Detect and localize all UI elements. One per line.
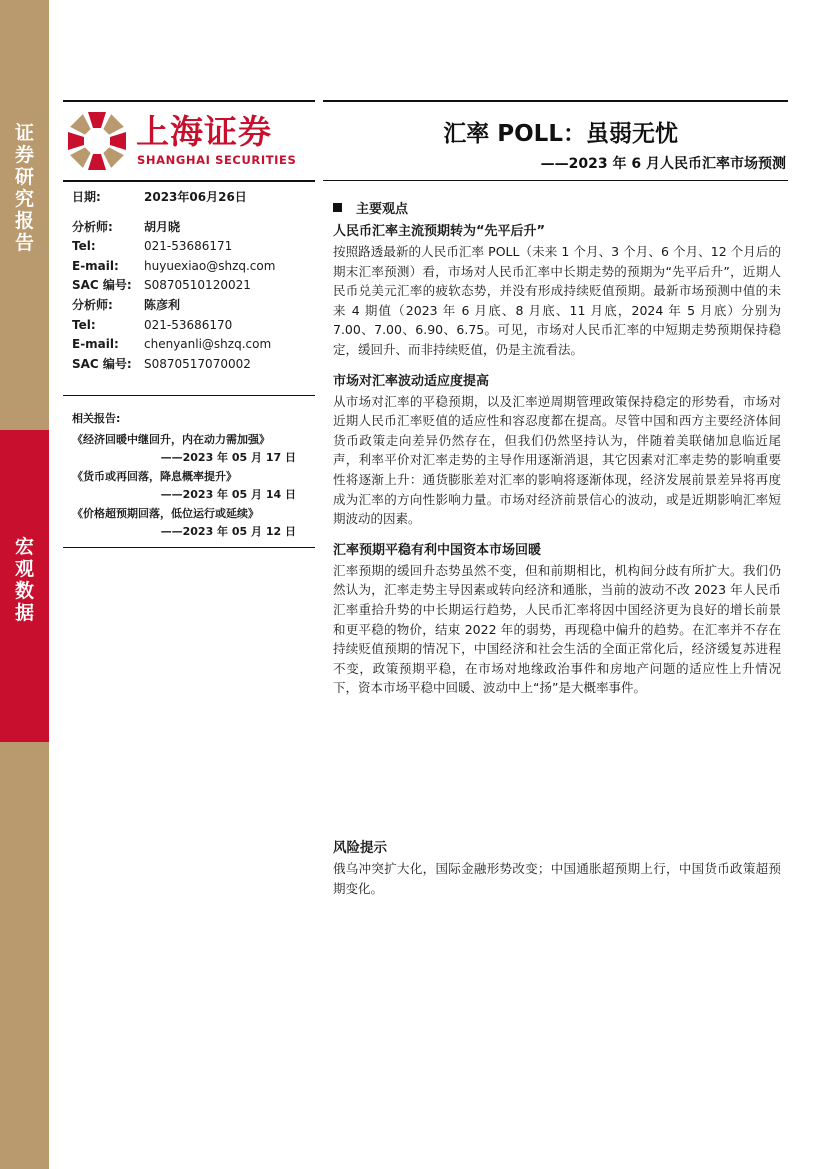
risk-title: 风险提示 — [333, 840, 387, 856]
section-body: 从市场对汇率的平稳预期，以及汇率逆周期管理政策保持稳定的形势看，市场对近期人民币汇率贬值的适应性和容忍度都在提高。尽管中国和西方主要经济体间货币政策走向差异仍然存在，但我们仍然坚持认为，伴随着美联储加息临近尾声，利率平价对汇率走势的主导作用逐渐消退，其它因素对汇率走势的影响重要性将逐渐上升：通货膨胀差对汇率的影响将逐渐体现，经济发展前景差异将再度成为汇率的方向性影响力量。市场对经济前景信心的波动，或是近期影响汇率短期波动的因素。 — [333, 393, 781, 527]
analyst-name: 陈彦利 — [144, 297, 181, 312]
related-label: 相关报告: — [72, 412, 121, 425]
section-body: 按照路透最新的人民币汇率 POLL（未来 1 个月、3 个月、6 个月、12 个月后的期末汇率预测）看，市场对人民币汇率中长期走势的预期为“先平后升”，近期人民币兑美元汇率的疲软态势，并没有形成持续贬值预期。最新市场预测中值的未来 4 期值（2023 年 6 月底、8 月底、11 月底，2024 年 5 月底）分别为 7.00、7.00、6.90、6.75。可见，市场对人民币汇率的中短期走势预期保持稳定，缓回升、而非持续贬值，仍是主流看法。 — [333, 244, 781, 357]
header-rule-left — [63, 100, 315, 102]
related-reports — [72, 410, 308, 541]
report-subtitle: ——2023 年 6 月人民币汇率市场预测 — [540, 156, 786, 172]
email-value[interactable]: chenyanli@shzq.com — [144, 337, 272, 352]
related-report-title[interactable]: 《价格超预期回落，低位运行或延续》 — [72, 507, 259, 520]
sidebar-char: 数 — [14, 580, 34, 602]
related-report-date: ——2023 年 05 月 14 日 — [160, 488, 296, 501]
risk-section — [333, 838, 781, 911]
sidebar-char: 究 — [14, 188, 34, 210]
date-row — [72, 188, 312, 208]
tel-row — [72, 316, 312, 336]
header-rule-right — [323, 100, 788, 102]
email-label: E-mail: — [72, 337, 119, 352]
sidebar-char: 证 — [14, 122, 34, 144]
analyst-row — [72, 218, 312, 238]
sac-label: SAC 编号: — [72, 278, 132, 293]
sac-row — [72, 276, 312, 296]
tel-value: 021-53686170 — [144, 317, 233, 332]
sac-value: S0870517070002 — [144, 356, 251, 371]
email-row — [72, 335, 312, 355]
sidebar-char: 券 — [14, 144, 34, 166]
main-points-heading — [333, 200, 781, 220]
header-rule-right-bottom — [323, 180, 788, 181]
sidebar-char: 观 — [14, 558, 34, 580]
email-row — [72, 257, 312, 277]
risk-body: 俄乌冲突扩大化，国际金融形势改变；中国通胀超预期上行，中国货币政策超预期变化。 — [333, 861, 781, 896]
related-report-title[interactable]: 《货币或再回落，降息概率提升》 — [72, 470, 237, 483]
analyst-label: 分析师: — [72, 219, 113, 234]
sidebar-char: 据 — [14, 602, 34, 624]
report-title: 汇率 POLL：虽弱无忧 — [443, 121, 678, 147]
info-block — [72, 188, 312, 374]
tel-value: 021-53686171 — [144, 239, 233, 254]
analyst-name: 胡月晓 — [144, 219, 181, 234]
main-points-heading-text: 主要观点 — [356, 202, 409, 217]
sidebar-char: 报 — [14, 210, 34, 232]
sac-row — [72, 355, 312, 375]
related-report-date: ——2023 年 05 月 17 日 — [160, 451, 296, 464]
section-title: 人民币汇率主流预期转为“先平后升” — [333, 224, 546, 239]
sidebar-report-type — [0, 122, 49, 254]
section-body: 汇率预期的缓回升态势虽然不变，但和前期相比，机构间分歧有所扩大。我们仍然认为，汇率走势主导因素或转向经济和通胀，当前的波动不改 2023 年人民币汇率重拾升势的中长期运行趋势，人民币汇率将因中国经济更为良好的增长前景和更平稳的物价，结束 2022 年的弱势，再现稳中偏升的趋势。在汇率并不存在持续贬值预期的情况下，中国经济和社会生活的全面正常化后，经济缓复苏进程不变，政策预期平稳，在市场对地缘政治事件和房地产问题的适应性上升情况下，资本市场平稳中回暖、波动中上“扬”是大概率事件。 — [333, 562, 781, 696]
section-title: 市场对汇率波动适应度提高 — [333, 373, 490, 389]
tel-label: Tel: — [72, 317, 96, 332]
related-divider — [63, 547, 315, 548]
info-divider — [63, 395, 315, 396]
analyst-label: 分析师: — [72, 297, 113, 312]
sac-label: SAC 编号: — [72, 356, 132, 371]
sac-value: S0870510120021 — [144, 278, 251, 293]
shanghai-securities-logo-icon — [66, 110, 128, 172]
tel-row — [72, 237, 312, 257]
tel-label: Tel: — [72, 239, 96, 254]
sidebar-char: 告 — [14, 232, 34, 254]
brand-name-cn: 上海证券 — [136, 112, 272, 151]
header-rule-left-bottom — [63, 180, 315, 182]
brand-name-en: SHANGHAI SECURITIES — [137, 153, 297, 167]
sidebar-category — [0, 536, 49, 624]
sidebar-char: 宏 — [14, 536, 34, 558]
analyst-row — [72, 296, 312, 316]
related-report-date: ——2023 年 05 月 12 日 — [160, 525, 296, 538]
related-report-title[interactable]: 《经济回暖中继回升，内在动力需加强》 — [72, 433, 270, 446]
section-title: 汇率预期平稳有利中国资本市场回暖 — [333, 542, 542, 558]
main-content — [333, 200, 781, 710]
sidebar-char: 研 — [14, 166, 34, 188]
date-label: 日期: — [72, 190, 101, 204]
email-label: E-mail: — [72, 258, 119, 273]
square-bullet-icon — [333, 203, 342, 212]
email-value[interactable]: huyuexiao@shzq.com — [144, 258, 276, 273]
date-value: 2023年06月26日 — [144, 190, 247, 204]
